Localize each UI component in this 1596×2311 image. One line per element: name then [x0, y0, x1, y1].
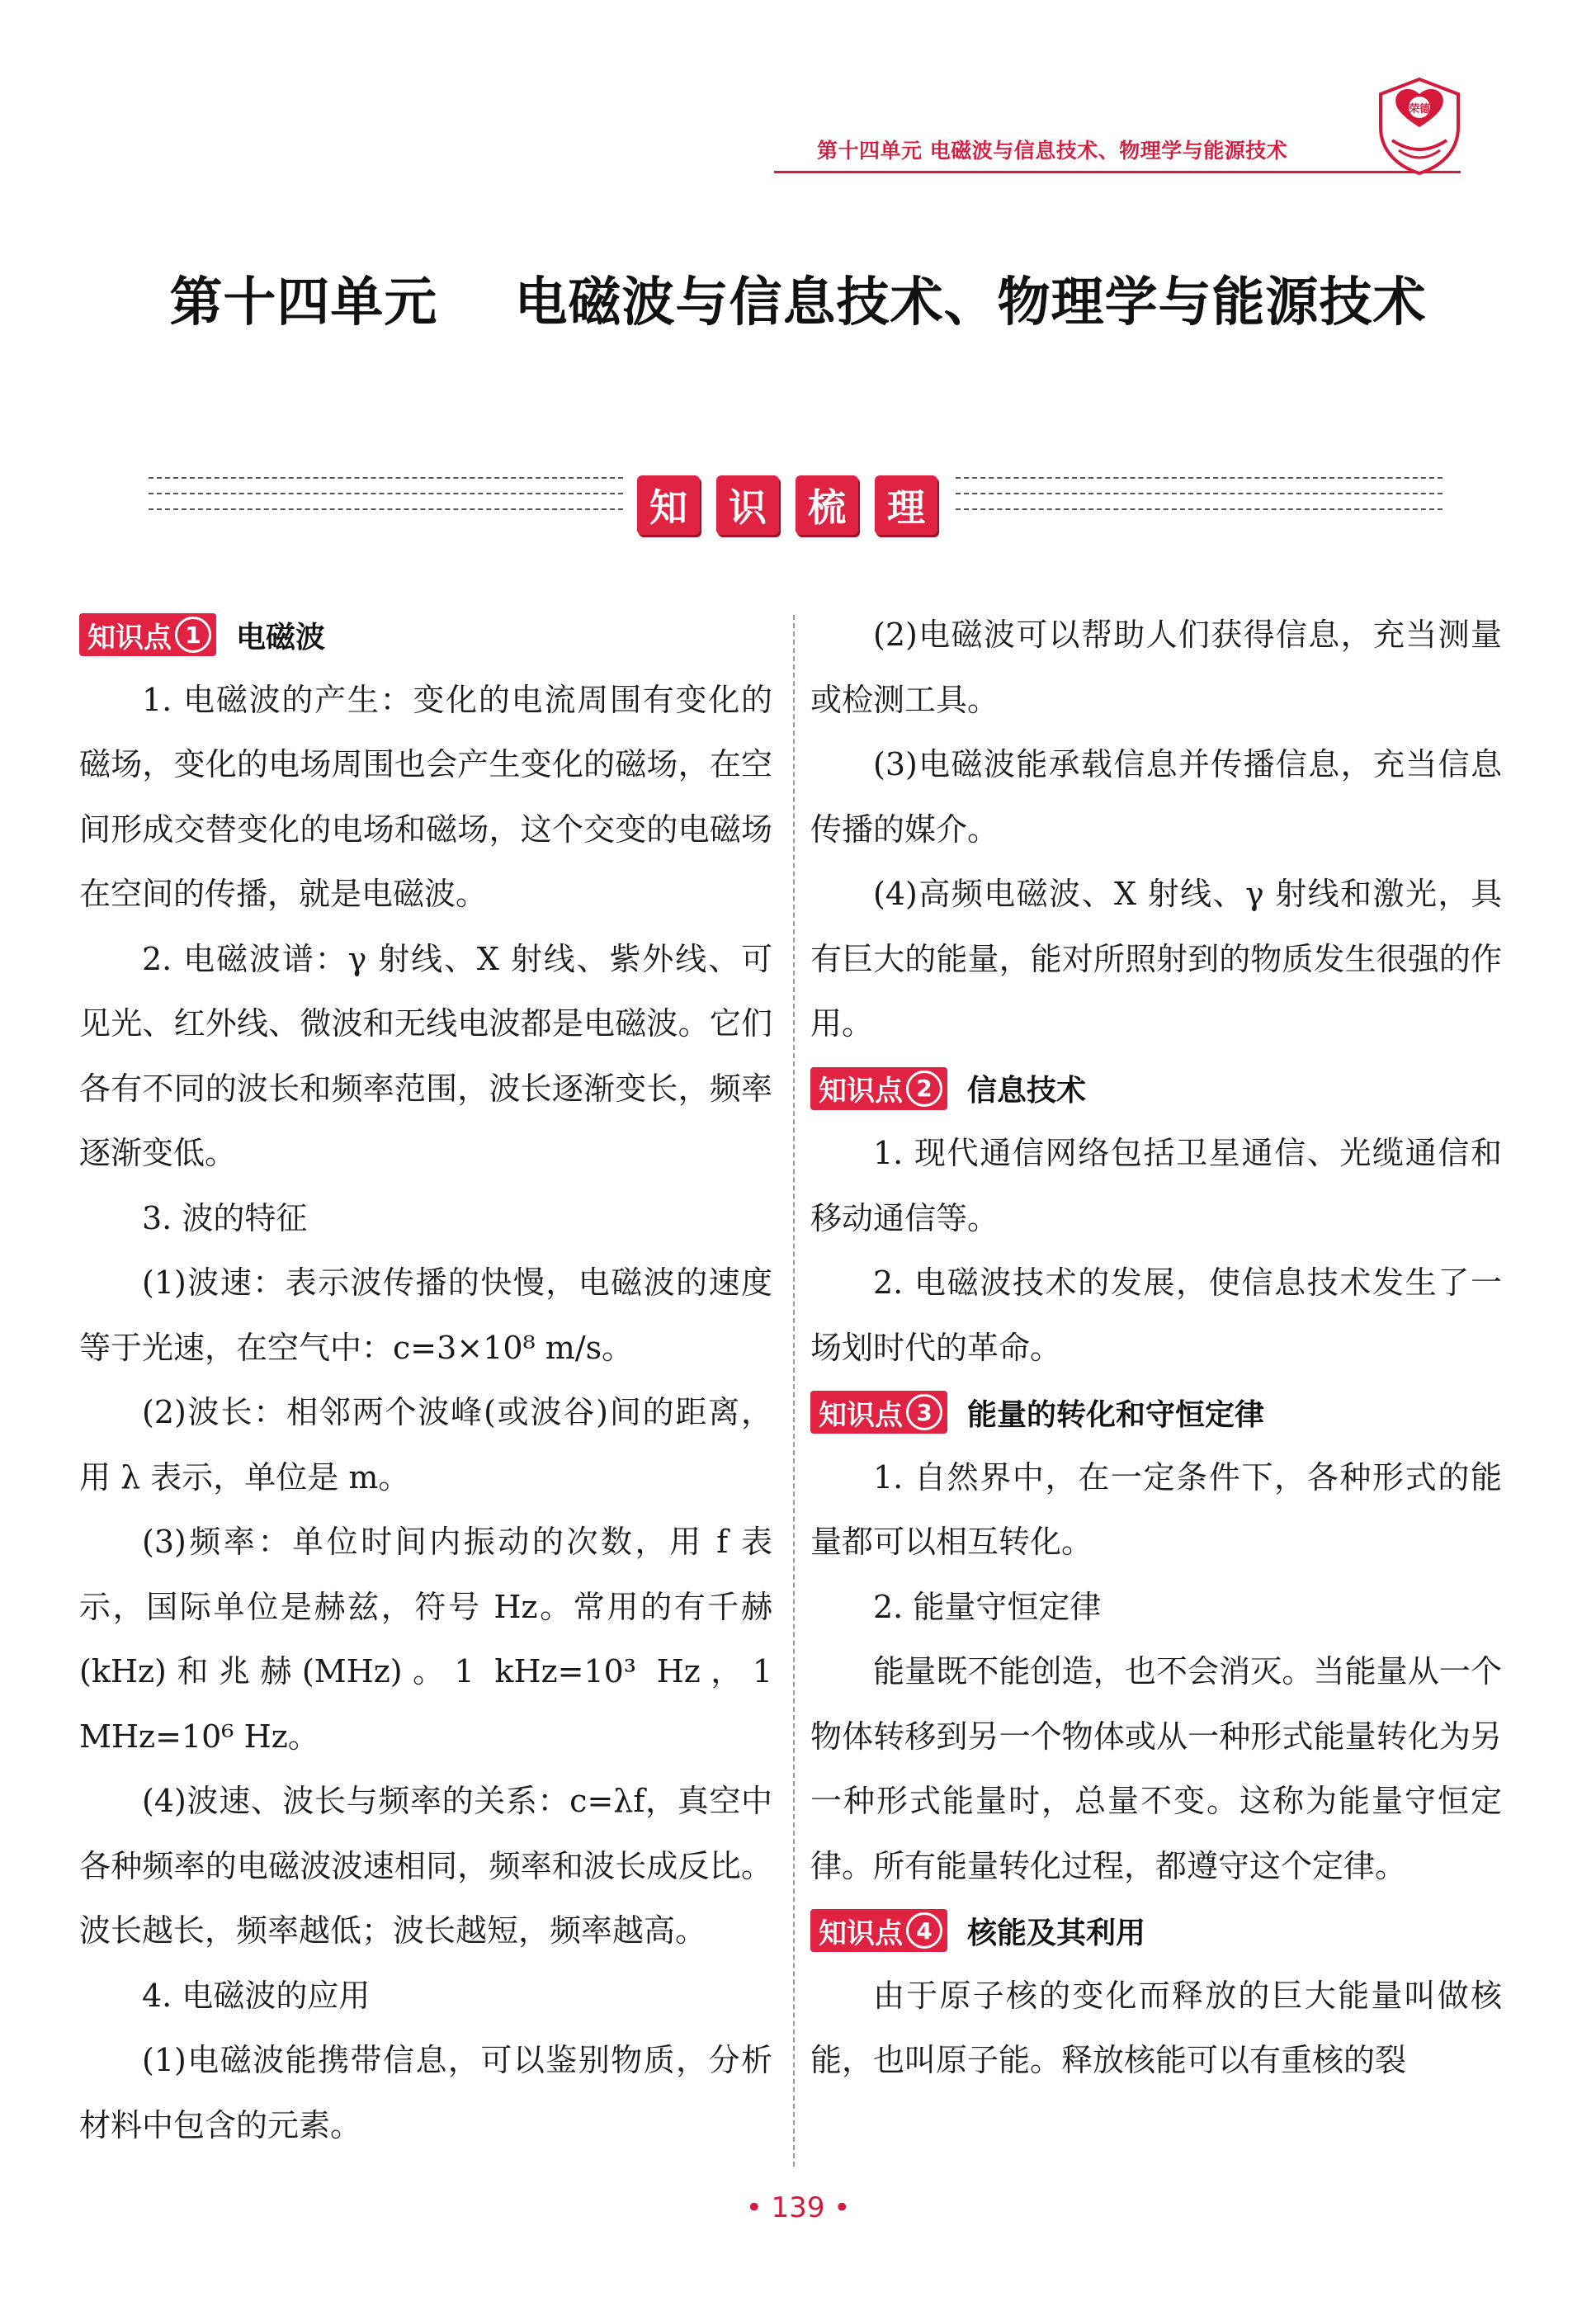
- paragraph: (1)波速：表示波传播的快慢，电磁波的速度等于光速，在空气中：c=3×10⁸ m/s。: [79, 1264, 772, 1366]
- badge-label: 知识点: [819, 1916, 903, 1950]
- publisher-logo-icon: [1374, 76, 1465, 177]
- unit-title: 第十四单元 电磁波与信息技术、物理学与能源技术: [169, 272, 1427, 333]
- right-column: [810, 603, 1502, 2093]
- banner-char: 知: [637, 475, 700, 535]
- badge-number: 4: [906, 1912, 942, 1949]
- paragraph: 1. 电磁波的产生：变化的电流周围有变化的磁场，变化的电场周围也会产生变化的磁场，在空间形成交替变化的电场和磁场，这个交变的电磁场在空间的传播，就是电磁波。: [79, 681, 772, 912]
- banner-char: 理: [875, 475, 937, 535]
- paragraph: 1. 自然界中，在一定条件下，各种形式的能量都可以相互转化。: [810, 1458, 1502, 1560]
- knowledge-point-header: [79, 603, 772, 668]
- knowledge-point-badge: [810, 1067, 947, 1110]
- header-rule: [774, 171, 1461, 173]
- paragraph: 1. 现代通信网络包括卫星通信、光缆通信和移动通信等。: [810, 1135, 1502, 1236]
- banner-rule-right: [956, 477, 1443, 525]
- knowledge-point-badge: [810, 1909, 947, 1952]
- paragraph: (2)电磁波可以帮助人们获得信息，充当测量或检测工具。: [810, 617, 1502, 718]
- paragraph: 2. 电磁波谱：γ 射线、X 射线、紫外线、可见光、红外线、微波和无线电波都是电磁波。它们各有不同的波长和频率范围，波长逐渐变长，频率逐渐变低。: [79, 940, 772, 1171]
- paragraph: 能量既不能创造，也不会消灭。当能量从一个物体转移到另一个物体或从一种形式能量转化为另一种形式能量时，总量不变。这称为能量守恒定律。所有能量转化过程，都遵守这个定律。: [810, 1653, 1502, 1884]
- paragraph: 2. 电磁波技术的发展，使信息技术发生了一场划时代的革命。: [810, 1264, 1502, 1366]
- knowledge-point-title: 电磁波: [236, 620, 326, 655]
- paragraph: (4)波速、波长与频率的关系：c=λf，真空中各种频率的电磁波波速相同，频率和波长成反比。波长越长，频率越低；波长越短，频率越高。: [79, 1783, 772, 1949]
- paragraph: (4)高频电磁波、X 射线、γ 射线和激光，具有巨大的能量，能对所照射到的物质发生很强的作用。: [810, 876, 1502, 1042]
- paragraph: 2. 能量守恒定律: [873, 1588, 1102, 1625]
- knowledge-point-header: [810, 1898, 1502, 1964]
- knowledge-point-title: 信息技术: [967, 1074, 1087, 1108]
- badge-label: 知识点: [819, 1075, 903, 1108]
- running-header: 第十四单元 电磁波与信息技术、物理学与能源技术: [817, 139, 1288, 163]
- column-divider: [793, 615, 795, 2167]
- banner-char: 梳: [796, 475, 858, 535]
- knowledge-point-header: [810, 1380, 1502, 1445]
- knowledge-point-title: 核能及其利用: [967, 1916, 1146, 1950]
- paragraph: 4. 电磁波的应用: [142, 1977, 371, 2014]
- badge-number: 3: [906, 1394, 942, 1430]
- badge-label: 知识点: [819, 1398, 903, 1432]
- badge-number: 1: [175, 617, 211, 653]
- svg-text:荣德: 荣德: [1408, 103, 1431, 116]
- left-column: [79, 603, 772, 2157]
- paragraph: (1)电磁波能携带信息，可以鉴别物质，分析材料中包含的元素。: [79, 2042, 772, 2143]
- banner-char: 识: [716, 475, 779, 535]
- badge-number: 2: [906, 1070, 942, 1107]
- paragraph: (3)电磁波能承载信息并传播信息，充当信息传播的媒介。: [810, 746, 1502, 848]
- section-banner: [637, 475, 937, 535]
- knowledge-point-title: 能量的转化和守恒定律: [967, 1397, 1265, 1432]
- knowledge-point-badge: [810, 1391, 947, 1434]
- paragraph: (2)波长：相邻两个波峰(或波谷)间的距离，用 λ 表示，单位是 m。: [79, 1394, 772, 1496]
- badge-label: 知识点: [87, 621, 172, 655]
- knowledge-point-badge: [79, 613, 216, 656]
- knowledge-point-header: [810, 1056, 1502, 1122]
- paragraph: 由于原子核的变化而释放的巨大能量叫做核能，也叫原子能。释放核能可以有重核的裂: [810, 1977, 1502, 2078]
- paragraph: 3. 波的特征: [142, 1199, 308, 1236]
- banner-rule-left: [149, 477, 623, 525]
- paragraph: (3)频率：单位时间内振动的次数，用 f 表示，国际单位是赫兹，符号 Hz。常用的有千赫(kHz)和兆赫(MHz)。1 kHz=10³ Hz，1 MHz=10⁶ Hz。: [79, 1524, 772, 1755]
- page-number: • 139 •: [745, 2191, 851, 2224]
